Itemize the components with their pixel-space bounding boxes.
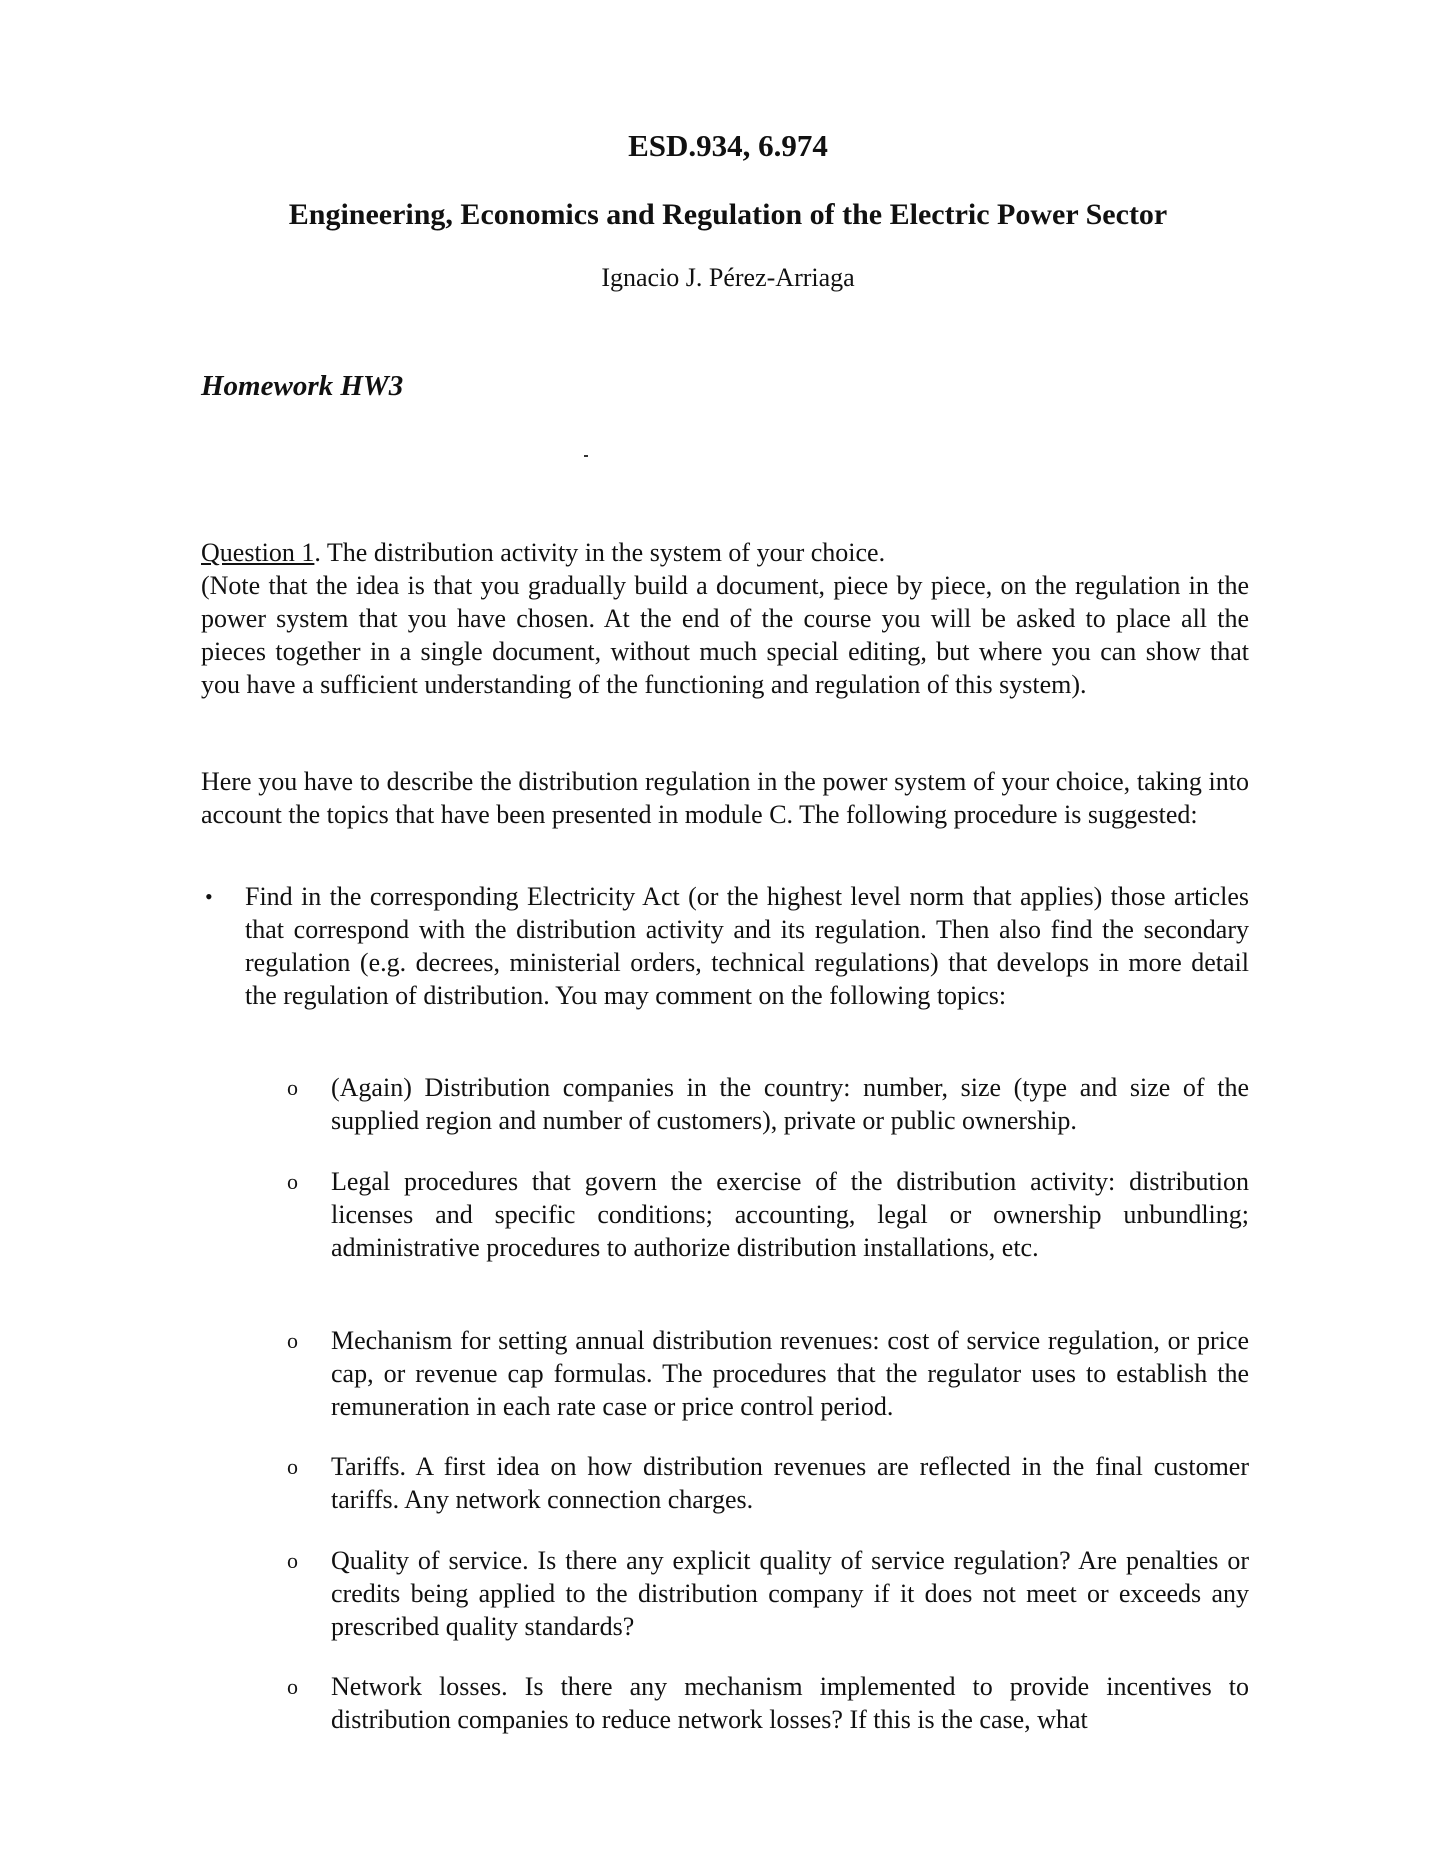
sub-item-marker: o (287, 1169, 298, 1194)
sub-item-marker: o (287, 1075, 298, 1100)
sub-item (287, 1324, 1249, 1423)
sub-item-text: Mechanism for setting annual distribution revenues: cost of service regulation, or price cap, or revenue cap formulas. The procedures that the regulator uses to establish the remuneration in each rate case or price control period. (331, 1326, 1249, 1421)
author-name: Ignacio J. Pérez-Arriaga (601, 263, 855, 292)
sub-item-text: Quality of service. Is there any explicit quality of service regulation? Are penalties or credits being applied to the distribution company if it does not meet or exceeds any prescribed quality standards? (331, 1546, 1249, 1641)
sub-item (287, 1071, 1249, 1137)
sub-item-text: Tariffs. A first idea on how distribution revenues are reflected in the final customer tariffs. Any network connection charges. (331, 1452, 1249, 1514)
sub-item-text: Network losses. Is there any mechanism implemented to provide incentives to distribution companies to reduce network losses? If this is the case, what (331, 1672, 1249, 1734)
sub-item-marker: o (287, 1454, 298, 1479)
sub-item-marker: o (287, 1674, 298, 1699)
question-intro: Here you have to describe the distribution regulation in the power system of your choice, taking into account the topics that have been presented in module C. The following procedure is suggested: (201, 767, 1249, 829)
question-heading (201, 536, 1249, 569)
homework-title: Homework HW3 (201, 370, 404, 402)
sub-item (287, 1670, 1249, 1736)
bullet-item (201, 880, 1249, 1012)
question-note: (Note that the idea is that you gradually build a document, piece by piece, on the regulation in the power system that you have chosen. At the end of the course you will be asked to place all the pieces together in a single document, without much special editing, but where you can show that you have a sufficient understanding of the functioning and regulation of this system). (201, 571, 1249, 699)
question-label: Question 1 (201, 538, 315, 567)
bullet-text: Find in the corresponding Electricity Act (or the highest level norm that applies) those articles that correspond with the distribution activity and its regulation. Then also find the secondary regulation (e.g. decrees, ministerial orders, technical regulations) that develops in more detail the regulation of distribution. You may comment on the following topics: (245, 882, 1249, 1010)
sub-item (287, 1165, 1249, 1264)
stray-mark (584, 455, 588, 457)
sub-item-text: Legal procedures that govern the exercise of the distribution activity: distribution licenses and specific conditions; accounting, legal or ownership unbundling; administrative procedures to authorize distribution installations, etc. (331, 1167, 1249, 1262)
sub-item-text: (Again) Distribution companies in the country: number, size (type and size of the supplied region and number of customers), private or public ownership. (331, 1073, 1249, 1135)
sub-item (287, 1544, 1249, 1643)
sub-item-marker: o (287, 1328, 298, 1353)
sub-item (287, 1450, 1249, 1516)
sub-item-marker: o (287, 1548, 298, 1573)
course-title: Engineering, Economics and Regulation of the Electric Power Sector (288, 198, 1168, 231)
question-heading-text: . The distribution activity in the system of your choice. (314, 538, 886, 567)
course-code: ESD.934, 6.974 (628, 128, 828, 163)
bullet-marker: • (205, 884, 213, 909)
